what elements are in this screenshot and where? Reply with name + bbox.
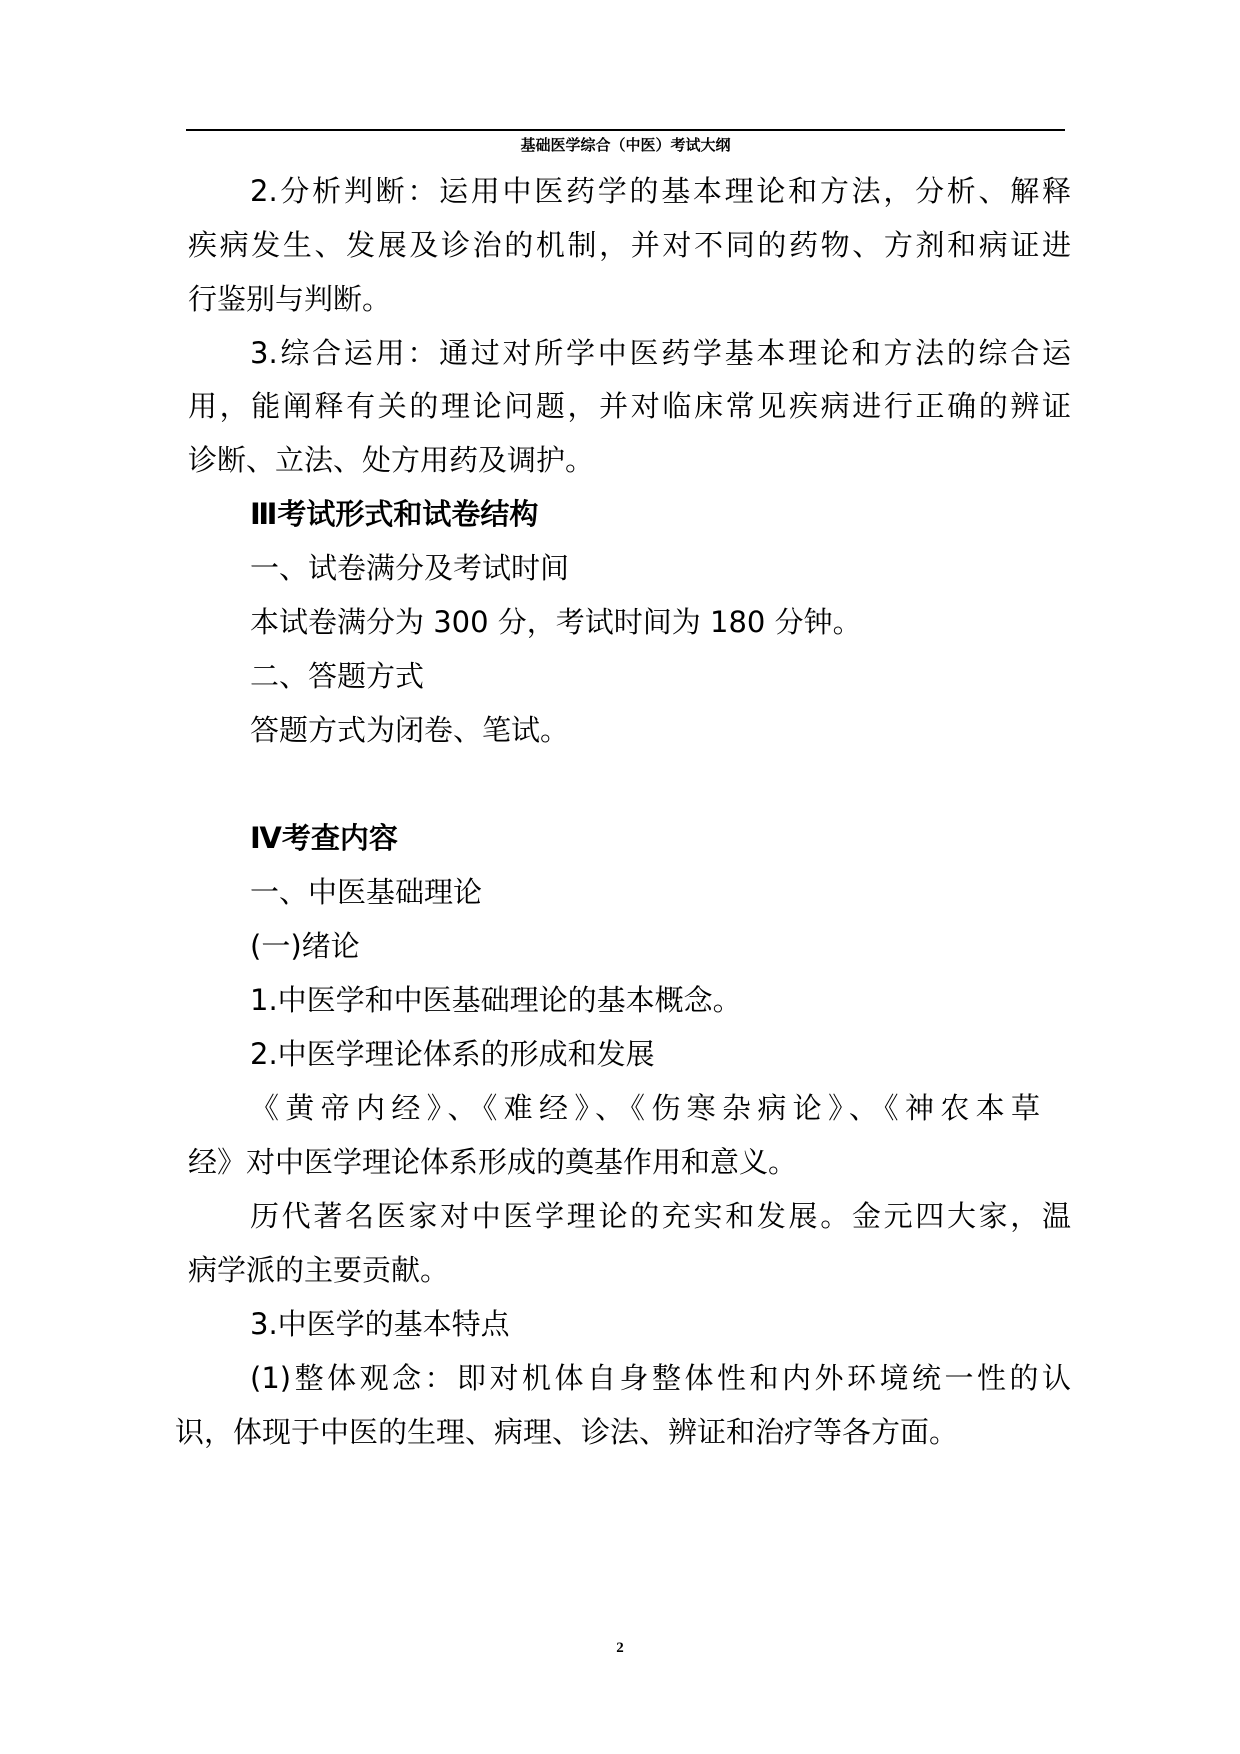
page-number: 2: [616, 1640, 624, 1656]
running-header: 基础医学综合（中医）考试大纲: [520, 136, 731, 154]
body-line: 病学派的主要贡献。: [188, 1253, 450, 1287]
subsection-heading: 一、中医基础理论: [250, 875, 483, 909]
body-line: 2.中医学理论体系的形成和发展: [250, 1037, 655, 1071]
body-line: 诊断、立法、处方用药及调护。: [188, 443, 595, 477]
subsection-heading: (一)绪论: [250, 929, 360, 963]
body-line: 《黄帝内经》、《难经》、《伤寒杂病论》、《神农本草: [250, 1091, 1040, 1125]
body-line: 3.综合运用：通过对所学中医药学基本理论和方法的综合运: [250, 336, 1071, 370]
body-line: 识，体现于中医的生理、病理、诊法、辨证和治疗等各方面。: [175, 1415, 959, 1449]
body-line: 疾病发生、发展及诊治的机制，并对不同的药物、方剂和病证进: [188, 228, 1071, 262]
section-heading: Ⅲ考试形式和试卷结构: [250, 497, 539, 531]
section-heading: Ⅳ考查内容: [250, 821, 398, 855]
body-line: 2.分析判断：运用中医药学的基本理论和方法，分析、解释: [250, 174, 1071, 208]
body-line: 答题方式为闭卷、笔试。: [250, 713, 570, 747]
body-line: 用，能阐释有关的理论问题，并对临床常见疾病进行正确的辨证: [188, 389, 1071, 423]
subsection-heading: 二、答题方式: [250, 659, 425, 693]
body-line: 本试卷满分为 300 分，考试时间为 180 分钟。: [250, 605, 862, 639]
header-rule: [186, 129, 1065, 131]
body-line: 经》对中医学理论体系形成的奠基作用和意义。: [188, 1145, 798, 1179]
body-line: 历代著名医家对中医学理论的充实和发展。金元四大家，温: [250, 1199, 1071, 1233]
body-line: 行鉴别与判断。: [188, 282, 392, 316]
body-line: 1.中医学和中医基础理论的基本概念。: [250, 983, 742, 1017]
body-line: (1)整体观念：即对机体自身整体性和内外环境统一性的认: [250, 1361, 1071, 1395]
body-line: 3.中医学的基本特点: [250, 1307, 510, 1341]
subsection-heading: 一、试卷满分及考试时间: [250, 551, 570, 585]
